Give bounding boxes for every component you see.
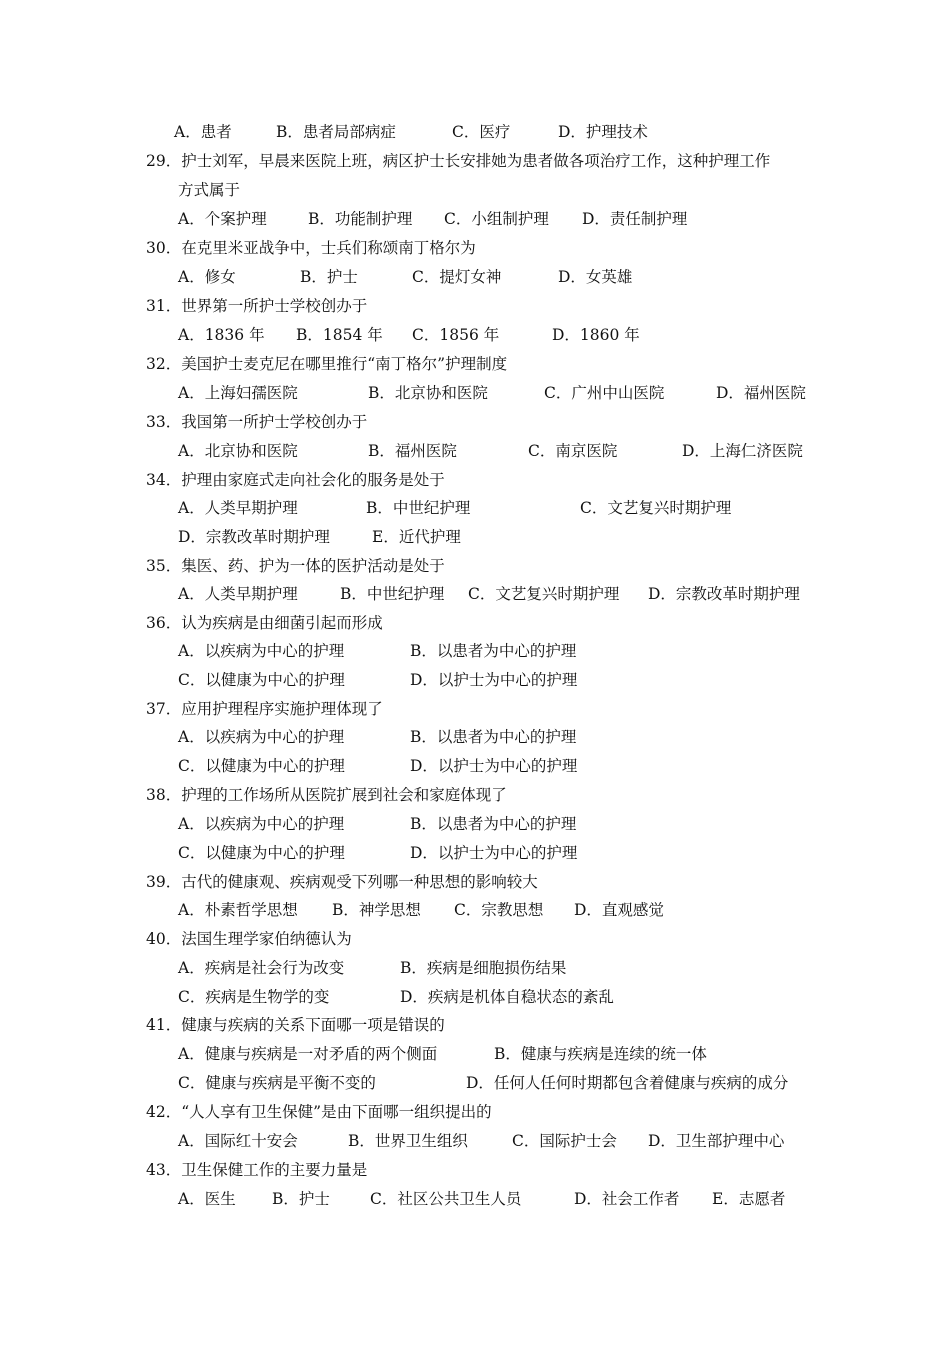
answer-option: C．以健康为中心的护理 [178,671,345,689]
answer-option: C．提灯女神 [412,268,502,286]
question-stem [0,234,952,262]
answer-option: B．护士 [300,268,358,286]
answer-option: A．国际红十安会 [178,1132,298,1150]
answer-option: A．以疾病为中心的护理 [178,815,345,833]
options-row [0,723,952,751]
options-row [0,1127,952,1155]
answer-option: A．人类早期护理 [178,585,298,603]
options-row [0,1069,952,1097]
question-stem [0,609,952,637]
answer-option: A．以疾病为中心的护理 [178,728,345,746]
options-row [0,321,952,349]
answer-option: A．健康与疾病是一对矛盾的两个侧面 [178,1045,438,1063]
answer-option: D．直观感觉 [574,901,664,919]
answer-option: D．护理技术 [558,123,648,141]
question-text: 39．古代的健康观、疾病观受下列哪一种思想的影响较大 [146,873,538,891]
answer-option: C．以健康为中心的护理 [178,844,345,862]
answer-option: E．志愿者 [712,1190,786,1208]
answer-option: D．以护士为中心的护理 [410,671,578,689]
question-text: 37．应用护理程序实施护理体现了 [146,700,383,718]
answer-option: C．以健康为中心的护理 [178,757,345,775]
question-stem [0,292,952,320]
answer-option: C．广州中山医院 [544,384,665,402]
question-stem [0,1156,952,1184]
answer-option: D．责任制护理 [582,210,688,228]
question-stem [0,1098,952,1126]
options-row [0,523,952,551]
answer-option: B．以患者为中心的护理 [410,815,577,833]
question-stem [0,350,952,378]
answer-option: D．1860 年 [552,326,640,344]
options-row [0,896,952,924]
options-row [0,637,952,665]
answer-option: C．国际护士会 [512,1132,617,1150]
answer-option: D．疾病是机体自稳状态的紊乱 [400,988,614,1006]
question-text: 43．卫生保健工作的主要力量是 [146,1161,368,1179]
answer-option: A．上海妇孺医院 [178,384,298,402]
question-text: 38．护理的工作场所从医院扩展到社会和家庭体现了 [146,786,507,804]
answer-option: D．女英雄 [558,268,633,286]
question-text: 29．护士刘军，早晨来医院上班，病区护士长安排她为患者做各项治疗工作，这种护理工作 [146,152,771,170]
question-text: 42．“人人享有卫生保健”是由下面哪一组织提出的 [146,1103,492,1121]
answer-option: B．护士 [272,1190,330,1208]
options-row [0,839,952,867]
answer-option: A．朴素哲学思想 [178,901,298,919]
answer-option: C．小组制护理 [444,210,549,228]
question-stem [0,1011,952,1039]
question-text: 36．认为疾病是由细菌引起而形成 [146,614,383,632]
question-text: 40．法国生理学家伯纳德认为 [146,930,352,948]
answer-option: D．福州医院 [716,384,806,402]
question-text: 31．世界第一所护士学校创办于 [146,297,368,315]
question-stem [0,868,952,896]
options-row [0,983,952,1011]
options-row [0,954,952,982]
answer-option: D．任何人任何时期都包含着健康与疾病的成分 [466,1074,789,1092]
answer-option: B．福州医院 [368,442,457,460]
options-row [0,205,952,233]
options-row [0,379,952,407]
options-row [0,263,952,291]
answer-option: C．健康与疾病是平衡不变的 [178,1074,376,1092]
answer-option: B．神学思想 [332,901,421,919]
question-stem [0,695,952,723]
answer-option: A．个案护理 [178,210,267,228]
answer-option: A．患者 [174,123,232,141]
options-row [0,580,952,608]
answer-option: A．疾病是社会行为改变 [178,959,345,977]
answer-option: D．上海仁济医院 [682,442,803,460]
answer-option: D．以护士为中心的护理 [410,757,578,775]
question-text: 30．在克里米亚战争中，士兵们称颂南丁格尔为 [146,239,476,257]
answer-option: B．以患者为中心的护理 [410,728,577,746]
answer-option: D．以护士为中心的护理 [410,844,578,862]
answer-option: C．宗教思想 [454,901,544,919]
answer-option: C．医疗 [452,123,511,141]
question-text: 35．集医、药、护为一体的医护活动是处于 [146,557,445,575]
answer-option: B．世界卫生组织 [348,1132,468,1150]
answer-option: D．社会工作者 [574,1190,680,1208]
answer-option: D．宗教改革时期护理 [648,585,800,603]
continuation-text: 方式属于 [178,181,241,199]
answer-option: B．功能制护理 [308,210,413,228]
answer-option: A．以疾病为中心的护理 [178,642,345,660]
options-row [0,666,952,694]
answer-option: A．修女 [178,268,236,286]
question-stem [0,925,952,953]
question-text: 34．护理由家庭式走向社会化的服务是处于 [146,471,445,489]
options-row [0,752,952,780]
answer-option: A．人类早期护理 [178,499,298,517]
options-row [0,1040,952,1068]
options-row [0,437,952,465]
answer-option: C．文艺复兴时期护理 [580,499,732,517]
question-stem [0,552,952,580]
question-stem [0,781,952,809]
answer-option: D．宗教改革时期护理 [178,528,330,546]
answer-option: D．卫生部护理中心 [648,1132,785,1150]
question-continuation [0,176,952,204]
answer-option: E．近代护理 [372,528,461,546]
answer-option: C．1856 年 [412,326,500,344]
answer-option: A．医生 [178,1190,236,1208]
options-row [0,810,952,838]
answer-option: B．以患者为中心的护理 [410,642,577,660]
answer-option: C．文艺复兴时期护理 [468,585,620,603]
answer-option: A．北京协和医院 [178,442,298,460]
options-row [0,1185,952,1213]
question-text: 41．健康与疾病的关系下面哪一项是错误的 [146,1016,445,1034]
answer-option: B．疾病是细胞损伤结果 [400,959,567,977]
options-row [0,494,952,522]
answer-option: B．中世纪护理 [366,499,471,517]
answer-option: C．社区公共卫生人员 [370,1190,522,1208]
answer-option: B．1854 年 [296,326,383,344]
answer-option: B．患者局部病症 [276,123,396,141]
answer-option: B．北京协和医院 [368,384,488,402]
answer-option: A．1836 年 [178,326,265,344]
question-stem [0,147,952,175]
question-stem [0,408,952,436]
options-row [0,118,952,146]
answer-option: B．健康与疾病是连续的统一体 [494,1045,707,1063]
answer-option: B．中世纪护理 [340,585,445,603]
question-text: 33．我国第一所护士学校创办于 [146,413,368,431]
answer-option: C．疾病是生物学的变 [178,988,330,1006]
question-stem [0,466,952,494]
answer-option: C．南京医院 [528,442,618,460]
question-text: 32．美国护士麦克尼在哪里推行“南丁格尔”护理制度 [146,355,508,373]
